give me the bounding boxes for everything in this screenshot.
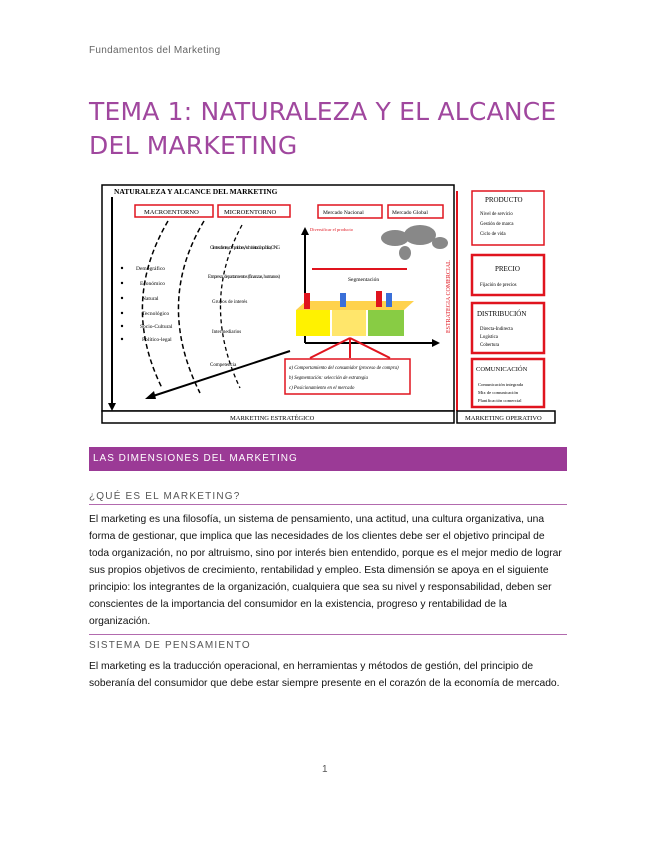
mercado-nacional-label: Mercado Nacional: [323, 210, 364, 216]
red-arrow: [310, 338, 350, 358]
red-arrow: [350, 338, 390, 358]
page-number: 1: [322, 764, 328, 775]
bar-blue: [340, 293, 346, 307]
comportamiento-item: c) Posicionamiento en el mercado: [289, 386, 355, 391]
running-header: Fundamentos del Marketing: [89, 45, 221, 56]
section-heading-que-es: ¿QUÉ ES EL MARKETING?: [89, 491, 241, 502]
distribucion-item: Logística: [480, 335, 498, 340]
microentorno-label: MICROENTORNO: [224, 209, 277, 216]
arrowhead: [145, 391, 156, 399]
producto-item: Gestión de marca: [480, 222, 514, 227]
page-title: TEMA 1: NATURALEZA Y EL ALCANCE DEL MARKETING: [89, 97, 557, 160]
estrategia-label: ESTRATEGIA COMERCIAL: [446, 260, 452, 333]
micro-item: Clientes: clientes, competidores, Administración pública, ONG: [210, 246, 281, 251]
bar-red: [304, 293, 310, 309]
section-band-title: LAS DIMENSIONES DEL MARKETING: [93, 453, 298, 464]
comunicacion-list: [478, 382, 523, 403]
comunicacion-label: COMUNICACIÓN: [476, 366, 528, 373]
micro-item: Grupos de interés: [212, 300, 248, 305]
heading-rule: [89, 634, 567, 635]
macro-item-list: [121, 265, 173, 343]
micro-arc: [178, 221, 204, 393]
macroentorno-label: MACROENTORNO: [144, 209, 199, 216]
precio-box: [472, 255, 544, 295]
diversificar-label: Diversificar el producto: [310, 227, 353, 232]
heading-rule: [89, 504, 567, 505]
paragraph-sistema: El marketing es la traducción operacional, en herramientas y métodos de gestión, del principio de soberanía del consumidor que debe estar siempre presente en el corazón de la economía de mercado.: [89, 661, 560, 689]
macro-item: Político-legal: [142, 337, 172, 343]
estrategico-label: MARKETING ESTRATÉGICO: [230, 415, 315, 422]
macro-item: Socio-Cultural: [140, 324, 173, 330]
block-yellow: [296, 310, 330, 336]
precio-item: Fijación de precios: [480, 283, 517, 288]
arrowhead: [301, 227, 309, 235]
distribucion-label: DISTRIBUCIÓN: [477, 310, 527, 318]
macro-item: Económico: [140, 281, 166, 287]
diagram-title: NATURALEZA Y ALCANCE DEL MARKETING: [114, 187, 278, 196]
operativo-label: MARKETING OPERATIVO: [465, 415, 542, 422]
macro-arc: [142, 221, 168, 388]
label-bar: [312, 268, 407, 270]
block-top: [296, 301, 414, 310]
comunicacion-item: Mix de comunicación: [478, 390, 519, 395]
macro-item: Tecnológico: [142, 311, 170, 317]
block-yellow-2: [332, 310, 366, 336]
producto-item: Ciclo de vida: [480, 232, 506, 237]
distribucion-item: Cobertura: [480, 343, 500, 348]
arrowhead: [432, 339, 440, 347]
marketing-scope-diagram: [100, 183, 560, 428]
comunicacion-item: Planificación comercial: [478, 398, 522, 403]
comportamiento-item: b) Segmentación: selección de estrategia: [289, 376, 368, 381]
diagonal-arrow: [150, 351, 290, 397]
producto-item: Nivel de servicio: [480, 212, 513, 217]
macro-item: Demográfico: [136, 266, 166, 272]
comunicacion-item: Comunicación integrada: [478, 382, 524, 387]
distribucion-item: Directa-Indirecta: [480, 327, 513, 332]
segmentacion-label: Segmentación: [348, 277, 380, 283]
micro-item: Competencia: [210, 363, 237, 368]
micro-item: Intermediarios: [212, 330, 242, 335]
micro-item-list: [208, 246, 280, 368]
bar-blue: [386, 293, 392, 307]
macro-item: Natural: [142, 296, 159, 302]
arrowhead: [108, 403, 116, 411]
mercado-global-label: Mercado Global: [392, 210, 428, 216]
world-map-icon: [381, 225, 448, 260]
section-band: [89, 447, 567, 471]
bar-red: [376, 291, 382, 307]
micro-item: Empresa: departamentos (finanzas, humanos): [208, 275, 280, 280]
section-heading-sistema: SISTEMA DE PENSAMIENTO: [89, 640, 251, 651]
block-green: [368, 310, 404, 336]
precio-label: PRECIO: [495, 265, 520, 273]
paragraph-que-es: El marketing es una filosofía, un sistema de pensamiento, una actitud, una cultura organizativa, una forma de gestionar, que implica que las necesidades de los clientes debe ser el objetivo principal de toda organización, no por altruismo, sino por interés bien entendido, porque es el mejor medio de lograr sus propios objetivos de crecimiento, rentabilidad y empleo. Esta dimensión se apoya en el siguiente principio: los integrantes de la organización, cualquiera que sea su nivel y responsabilidad, deben ser conscientes de la importancia del consumidor en la existencia, progreso y rentabilidad de la organización.: [89, 514, 562, 627]
producto-label: PRODUCTO: [485, 196, 523, 204]
comportamiento-item: a) Comportamiento del consumidor (proceso de compra): [289, 366, 399, 371]
